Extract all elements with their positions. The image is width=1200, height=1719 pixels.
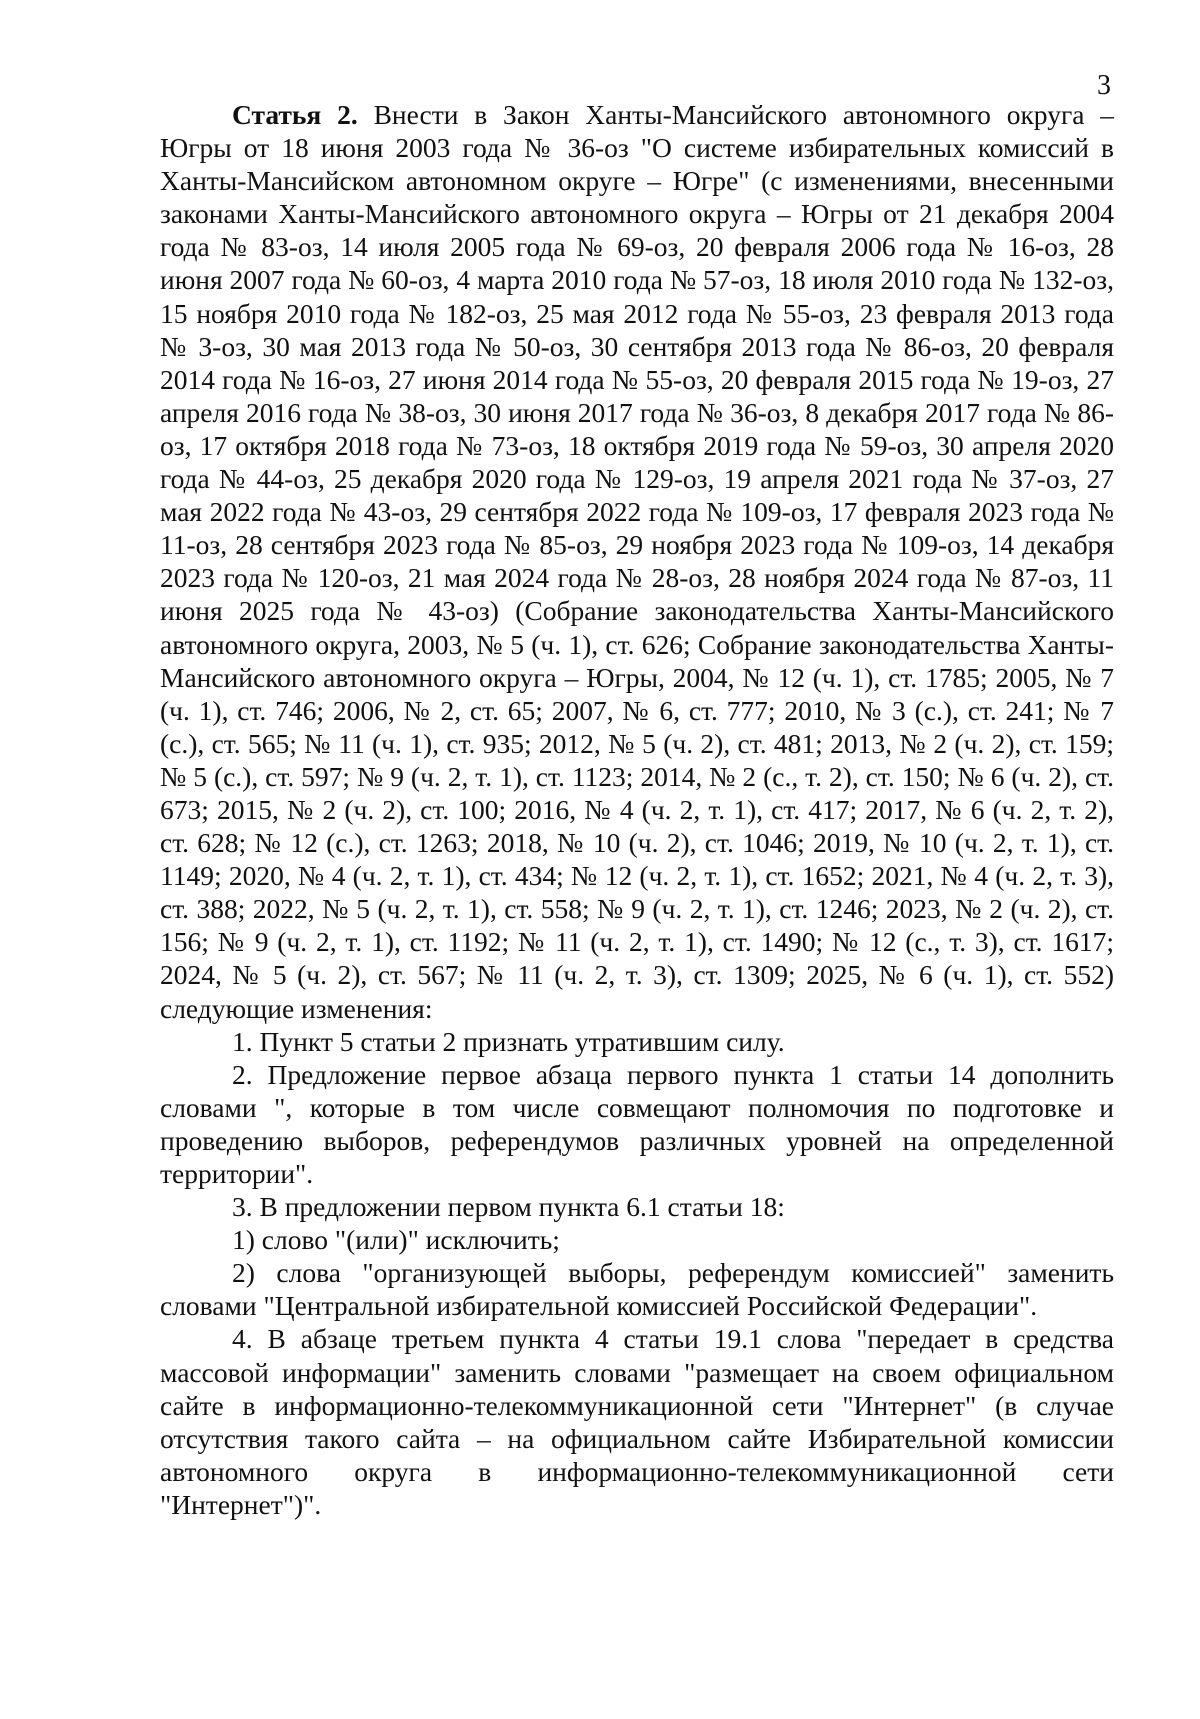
amendment-item-3: 3. В предложении первом пункта 6.1 статьи 18: [232, 1191, 785, 1223]
amendment-item-2: 2. Предложение первое абзаца первого пункта 1 статьи 14 дополнить словами ", которые в том числе совмещают полномочия по подготовке и проведению выборов, референдумов различных уровней на определенной территории". [160, 1058, 1114, 1189]
amendment-item-1: 1. Пункт 5 статьи 2 признать утратившим силу. [232, 1025, 785, 1057]
page-number: 3 [1097, 70, 1111, 101]
article-intro-text: Внести в Закон Ханты-Мансийского автономного округа – Югры от 18 июня 2003 года № 36-оз "О системе избирательных комиссий в Ханты-Мансийском автономном округе – Югре" (с изменениями, внесенными законами Ханты-Мансийского автономного округа – Югры от 21 декабря 2004 года № 83-оз, 14 июля 2005 года № 69-оз, 20 февраля 2006 года № 16-оз, 28 июня 2007 года № 60-оз, 4 марта 2010 года № 57-оз, 18 июля 2010 года № 132-оз, 15 ноября 2010 года № 182-оз, 25 мая 2012 года № 55-оз, 23 февраля 2013 года № 3-оз, 30 мая 2013 года № 50-оз, 30 сентября 2013 года № 86-оз, 20 февраля 2014 года № 16-оз, 27 июня 2014 года № 55-оз, 20 февраля 2015 года № 19-оз, 27 апреля 2016 года № 38-оз, 30 июня 2017 года № 36-оз, 8 декабря 2017 года № 86-оз, 17 октября 2018 года № 73-оз, 18 октября 2019 года № 59-оз, 30 апреля 2020 года № 44-оз, 25 декабря 2020 года № 129-оз, 19 апреля 2021 года № 37-оз, 27 мая 2022 года № 43-оз, 29 сентября 2022 года № 109-оз, 17 февраля 2023 года № 11-оз, 28 сентября 2023 года № 85-оз, 29 ноября 2023 года № 109-оз, 14 декабря 2023 года № 120-оз, 21 мая 2024 года № 28-оз, 28 ноября 2024 года № 87-оз, 11 июня 2025 года № 43-оз) (Собрание законодательства Ханты-Мансийского автономного округа, 2003, № 5 (ч. 1), ст. 626; Собрание законодательства Ханты-Мансийского автономного округа – Югры, 2004, № 12 (ч. 1), ст. 1785; 2005, № 7 (ч. 1), ст. 746; 2006, № 2, ст. 65; 2007, № 6, ст. 777; 2010, № 3 (с.), ст. 241; № 7 (с.), ст. 565; № 11 (ч. 1), ст. 935; 2012, № 5 (ч. 2), ст. 481; 2013, № 2 (ч. 2), ст. 159; № 5 (с.), ст. 597; № 9 (ч. 2, т. 1), ст. 1123; 2014, № 2 (с., т. 2), ст. 150; № 6 (ч. 2), ст. 673; 2015, № 2 (ч. 2), ст. 100; 2016, № 4 (ч. 2, т. 1), ст. 417; 2017, № 6 (ч. 2, т. 2), ст. 628; № 12 (с.), ст. 1263; 2018, № 10 (ч. 2), ст. 1046; 2019, № 10 (ч. 2, т. 1), ст. 1149; 2020, № 4 (ч. 2, т. 1), ст. 434; № 12 (ч. 2, т. 1), ст. 1652; 2021, № 4 (ч. 2, т. 3), ст. 388; 2022, № 5 (ч. 2, т. 1), ст. 558; № 9 (ч. 2, т. 1), ст. 1246; 2023, № 2 (ч. 2), ст. 156; № 9 (ч. 2, т. 1), ст. 1192; № 11 (ч. 2, т. 1), ст. 1490; № 12 (с., т. 3), ст. 1617; 2024, № 5 (ч. 2), ст. 567; № 11 (ч. 2, т. 3), ст. 1309; 2025, № 6 (ч. 1), ст. 552) следующие изменения: [160, 99, 1114, 1024]
amendment-subitem-3-1: 1) слово "(или)" исключить; [232, 1224, 560, 1256]
amendment-subitem-3-2: 2) слова "организующей выборы, референдум комиссией" заменить словами "Центральной избирательной комиссией Российской Федерации". [160, 1257, 1114, 1322]
document-body [160, 98, 1114, 1521]
article-2-paragraph [160, 98, 1114, 1025]
amendment-item-4: 4. В абзаце третьем пункта 4 статьи 19.1 слова "передает в средства массовой информации" заменить словами "размещает на своем официальном сайте в информационно-телекоммуникационной сети "Интернет" (в случае отсутствия такого сайта – на официальном сайте Избирательной комиссии автономного округа в информационно-телекоммуникационной сети "Интернет")". [160, 1323, 1114, 1520]
article-heading: Статья 2. [232, 99, 358, 130]
